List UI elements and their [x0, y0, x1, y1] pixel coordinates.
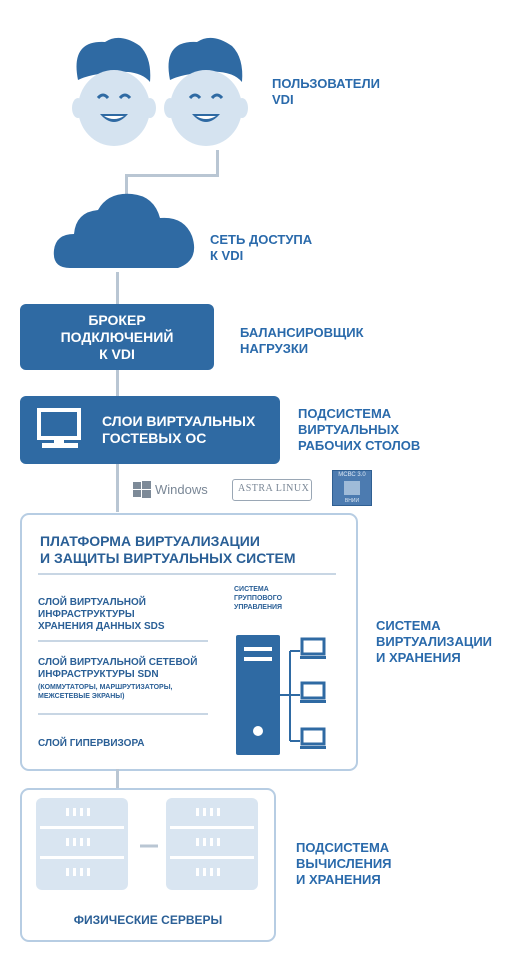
platform-title-divider [38, 573, 336, 575]
cloud-icon [50, 190, 200, 274]
broker-line1: БРОКЕР [88, 312, 146, 328]
layer-sdn-note1: (КОММУТАТОРЫ, МАРШРУТИЗАТОРЫ, [38, 684, 173, 691]
layer-hypervisor-line1: СЛОЙ ГИПЕРВИЗОРА [38, 738, 145, 749]
physical-label-line3: И ХРАНЕНИЯ [296, 872, 381, 887]
layer-sds-line2: ИНФРАСТРУКТУРЫ [38, 609, 135, 620]
layer-sdn-line1: СЛОЙ ВИРТУАЛЬНОЙ СЕТЕВОЙ [38, 657, 198, 668]
physical-caption: ФИЗИЧЕСКИЕ СЕРВЕРЫ [73, 913, 223, 927]
layer-sdn-line2: ИНФРАСТРУКТУРЫ SDN [38, 669, 159, 680]
layer-sdn-note2: МЕЖСЕТЕВЫЕ ЭКРАНЫ) [38, 693, 125, 700]
msvs-logo [332, 470, 372, 506]
astra-linux-text: ASTRA LINUX [238, 483, 310, 494]
connector-cloud [116, 272, 119, 304]
users-icon [60, 30, 260, 155]
connector-users-h [125, 174, 219, 177]
mgmt-label [234, 585, 282, 612]
platform-panel [20, 513, 358, 771]
layer-divider-2 [38, 713, 208, 715]
msvs-logo-bottom: ВНИИ [344, 498, 360, 504]
guest-os-box [20, 396, 280, 464]
connector-platform [116, 769, 119, 789]
mgmt-label-line1: СИСТЕМА [234, 586, 269, 593]
guest-os-line2: ГОСТЕВЫХ ОС [102, 430, 207, 446]
guest-os-label [298, 406, 420, 454]
physical-label-line2: ВЫЧИСЛЕНИЯ [296, 856, 392, 871]
mgmt-label-line3: УПРАВЛЕНИЯ [234, 604, 283, 611]
physical-label [296, 840, 392, 888]
windows-logo-icon [133, 481, 151, 499]
network-label-line1: СЕТЬ ДОСТУПА [210, 232, 313, 247]
connector-broker [116, 370, 119, 396]
platform-title [40, 533, 296, 567]
broker-label [240, 325, 364, 357]
broker-box [20, 304, 214, 370]
management-server-icon [236, 633, 336, 759]
guest-os-line1: СЛОИ ВИРТУАЛЬНЫХ [102, 413, 256, 429]
msvs-logo-top: МСВС 3.0 [338, 472, 366, 478]
broker-label-line1: БАЛАНСИРОВЩИК [240, 325, 364, 340]
layer-sds-line1: СЛОЙ ВИРТУАЛЬНОЙ [38, 597, 146, 608]
platform-label-line2: ВИРТУАЛИЗАЦИИ [376, 634, 493, 649]
platform-label-line3: И ХРАНЕНИЯ [376, 650, 461, 665]
physical-panel [20, 788, 276, 942]
layer-sds [38, 597, 165, 633]
astra-linux-logo [232, 479, 312, 501]
network-label [210, 232, 312, 264]
windows-logo-text: Windows [155, 482, 208, 497]
broker-line3: К VDI [99, 346, 135, 362]
physical-label-line1: ПОДСИСТЕМА [296, 840, 390, 855]
guest-os-label-line3: РАБОЧИХ СТОЛОВ [298, 438, 421, 453]
mgmt-label-line2: ГРУППОВОГО [234, 595, 283, 602]
layer-hypervisor [38, 738, 144, 750]
network-label-line2: К VDI [210, 248, 244, 263]
layer-divider-1 [38, 640, 208, 642]
platform-title-line1: ПЛАТФОРМА ВИРТУАЛИЗАЦИИ [40, 533, 260, 549]
platform-title-line2: И ЗАЩИТЫ ВИРТУАЛЬНЫХ СИСТЕМ [40, 550, 296, 566]
layer-sds-line3: ХРАНЕНИЯ ДАННЫХ SDS [38, 621, 165, 632]
guest-os-label-line1: ПОДСИСТЕМА [298, 406, 392, 421]
platform-label [376, 618, 492, 666]
users-label [272, 76, 380, 108]
layer-sdn [38, 657, 197, 701]
platform-label-line1: СИСТЕМА [376, 618, 441, 633]
guest-os-label-line2: ВИРТУАЛЬНЫХ [298, 422, 400, 437]
broker-line2: ПОДКЛЮЧЕНИЙ [60, 329, 174, 345]
users-label-line1: ПОЛЬЗОВАТЕЛИ [272, 76, 380, 91]
broker-label-line2: НАГРУЗКИ [240, 341, 309, 356]
connector-guest [116, 464, 119, 512]
users-label-line2: VDI [272, 92, 294, 107]
physical-servers-icon [36, 798, 258, 894]
connector-users [216, 150, 219, 176]
monitor-icon [36, 408, 84, 450]
msvs-emblem-icon [344, 481, 360, 495]
